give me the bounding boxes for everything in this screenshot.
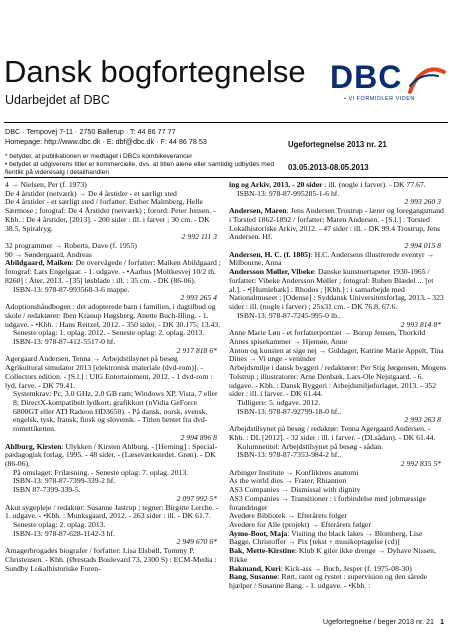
logo-swoosh-icon [404, 62, 448, 96]
entry-detail: Seneste oplag: 2. oplag. 2013. [13, 520, 106, 530]
logo-text: DBC [330, 59, 403, 95]
record-number: 2 993 263 8 [404, 415, 441, 425]
page-footer [323, 617, 444, 626]
bibliographic-entry: Arbinger Institute → Konfliktens anatomi [229, 467, 359, 477]
bibliographic-entry: Bang, Susanne: Rørt, ramt og rystet : supervision og den sårede hjælper / Susanne Bang. - 1. udgave. - •Kbh. : [229, 572, 428, 591]
entry-detail: ISBN-13: 978-87-412-5517-0 hf. [13, 336, 116, 346]
bibliographic-entry: ing og Arkiv, 2013. - 20 sider : ill. (nogle i farver). - DK 77.67. [229, 181, 426, 189]
bibliographic-entry: Aymo-Boot, Maja: Visiting the black lakes → Blomberg, Lise [229, 528, 423, 538]
bibliographic-entry: As the world dies → Frater, Rhiannon [229, 476, 347, 486]
entry-detail: ISBN-13: 978-87-7353-984-2 hf.. [237, 450, 342, 460]
header-divider [4, 177, 448, 178]
page-number: 1 [440, 617, 444, 626]
bibliographic-entry: Amagerbrogades biografer / forfatter: Lisa Elsbøll, Tommy P. Christensen. - Kbh. (Ørestads Boulevard 73, 2300 S) : ECM-Media : Sundby Lokalhistoriske Foren- [5, 546, 217, 573]
issue-number: Ugefortegnelse 2013 nr. 21 [288, 140, 387, 149]
bibliographic-entry: Anne Marie Løn - et forfatterportræt → Borup Jensen, Thorkild [229, 328, 426, 338]
bibliographic-entry: De 4 årstider (netværk) → De 4 årstider - et særligt sted [5, 188, 177, 198]
bibliographic-entry: Agrikultural simulator 2013 [elektronisk materiale (dvd-rom)]. - Collectors edition. - [S.l.] : UIG Entertainment, 2012. - 1 dvd-rom : lyd, farve. - DK 79.41. [5, 363, 213, 390]
bibliographic-entry: Bagge, Christoffer → Pix [tekst + musikoptagelse (cd)] [229, 537, 400, 547]
contact-info [5, 127, 265, 147]
record-number: 2 994 015 8 [404, 241, 441, 251]
entry-detail: Systemkrav: Pc, 3.0 GHz, 2.0 GB ram; Windows XP, Vista, 7 eller 8; DirectX-kompatibelt lydkort; grafikkort (nVidia GeForce 6800GT eller ATI Radeon HD3650). - På dansk, norsk, svensk, engelsk, tysk, fransk, finsk og slovensk. - Titlen hentet fra dvd-romettiketten. [13, 389, 218, 434]
record-number: 2 994 896 8 [180, 432, 217, 442]
right-column [229, 181, 447, 611]
bibliographic-entry: Avedøre Bibliotek → Efterårets folger [229, 511, 348, 521]
bibliographic-entry: Avedøre for Alle (projekt) → Efterårets følger [229, 520, 372, 530]
bibliographic-entry: Anton og kunsten at sige nej → Guldager, Katrine Marie Appelt, Tina Dines → Vi unge - veninder [229, 345, 444, 364]
entry-detail: Tidligere: 5. udgave. 2012. [237, 397, 320, 407]
bibliographic-entry: Annes spisekammer → Hjemøe, Anne [229, 336, 348, 346]
bibliographic-entry: Ahlburg, Kirsten: Ulykken / Kirsten Ahlburg. - [Herning] : Special-pædagogisk forlag, 1995. - 48 sider. - (Læseværkstedet. Grøn). - DK (86-06). [5, 441, 218, 468]
note-star: * betyder, at publikationen er medtaget i DBCs kombikeverancer [5, 153, 193, 160]
bibliographic-entry: Adoptionshåndbogen : det adopterede barn i familien, i dagtilbud og skole / redaktører: Iben Kranup Høgsberg, Anette Buch-Illing. - 1. udgave. - •Kbh. : Hans Reitzel, 2012. - 350 sider. - DK 30.175; 13.43. [5, 302, 221, 329]
address-line: DBC · Tempovej 7-11 · 2750 Ballerup · T: 44 86 77 77 [5, 127, 176, 136]
bibliographic-entry: Akut sygepleje / redaktør: Susanne Jastrup ; tegner: Birgitte Lerche. - 1. udgave. - •Kbh. : Munksgaard, 2012. - 263 sider : ill. - DK 61.7. [5, 502, 219, 521]
entry-detail: ISBN-13: 978-87-7245-995-0 ib.. [237, 310, 341, 320]
left-column [5, 181, 223, 611]
record-number: 2 992 111 3 [181, 232, 217, 242]
entry-detail: På omslaget: Frilæsning. - Seneste oplag: 7. oplag. 2013. [13, 467, 189, 477]
entry-detail: Kolumnetitel: Arbejdstilsynet på besøg - sådan. [237, 441, 384, 451]
footer-text: Ugefortegnelse / beger 2013 nr. 21 [322, 617, 434, 626]
entry-detail: ISBN-13: 978-87-92799-18-0 hf.. [237, 406, 342, 416]
note-bullet: • betyder at udgiverens titler er kommercielle, dvs. at titlen alene eller samtidig udbydes med fientlik på videresalg i detailhandlen [5, 161, 275, 177]
entry-detail: Seneste oplag: 1. oplag. 2012. - Seneste oplag: 2. oplag. 2013. [13, 328, 205, 338]
bibliographic-entry: Agergaard Andersen, Tenna → Arbejdstilsynet på besøg [5, 354, 178, 364]
bibliographic-entry: AS3 Companies → Dismissal with dignity [229, 485, 361, 495]
bibliographic-entry: 32 programmer → Roberts, Dave (f. 1955) [5, 241, 137, 251]
homepage-line: Homepage: http://www.dbc.dk · E: dbf@dbc.dk · F: 44 86 78 53 [5, 137, 207, 146]
legend-notes [5, 153, 280, 178]
logo-tagline: • VI FORMIDLER VIDEN [344, 96, 415, 102]
record-number: 2 917 818 6* [176, 345, 217, 355]
bibliographic-entry: Bak, Mette-Kirstine: Klub K giler ikke drenge → Dyhave Nissen, Rikke [229, 546, 436, 564]
entry-detail: ISBN-13: 978-87-995285-1-6 hf. [237, 188, 340, 198]
entry-detail: ISBN 87-7399-339-5. [13, 485, 81, 495]
bibliographic-entry: Andersen, Maren: Jens Andersen Trostrup - lærer og foregangsmand i Torsted 1862-1892 / forfatter: Maren Andersen. - [S.l.] : Torsted Lokalhistoriske Arkiv, 2012. - 47 sider : ill. - DK 99.4 Trostrup, Jens Andersen. Hf. [229, 206, 444, 242]
record-number: 2 992 835 5* [400, 459, 441, 468]
top-divider [4, 122, 448, 123]
entry-detail: ISBN-13: 978-87-628-1142-3 hf. [13, 528, 115, 538]
bibliographic-entry: Arbejdstilsynet på besøg / redaktør: Tenna Agergaard Andersen. - Kbh. : DL [2012]. - 32 sider : ill. i farver. - (DLsådan). - DK 61.44. [229, 424, 436, 442]
bibliographic-entry: Bakmand, Kuri: Kick-ass → Buch, Jesper (f. 1975-08-30) [229, 563, 412, 573]
dbc-logo [330, 60, 450, 106]
record-number: 2 097 992 5* [176, 493, 217, 503]
record-number: 2 993 814 8* [400, 319, 441, 329]
date-range: 03.05.2013-08.05.2013 [288, 163, 369, 172]
bibliographic-entry: Arbejdsmiljø i dansk byggeri / redaktører: Per Stig Jørgensen, Mogens Tolstrup ; illustratorer: Arne Denbæk, Lars-Ole Nejstgaard. - 6. udgave. - Kbh. : Dansk Byggeri : Arbejdsmiljøforlaget, 2013. - 352 sider : ill. i farver. - DK 61.44. [229, 363, 447, 399]
entry-detail: ISBN-13: 978-87-993568-3-6 mappe. [13, 284, 130, 294]
record-number: 2 949 670 6* [176, 537, 217, 547]
bibliographic-entry: AS3 Companies → Transitioner : i forbindelse med jobmæssige forandringer [229, 493, 426, 512]
bibliographic-entry: Andersen, H. C. (f. 1805): H.C. Andersens illustrerede eventyr → Milbourne, Anna [229, 249, 435, 268]
bibliographic-entry: Andersson Møller, Vibeke: Danske kunstnertapeter 1930-1965 / forfatter: Vibeke Andersson Møller ; fotograf: Ruben Blædel ... [et al.]. - •[Humlebæk] : Rhodos ; [Kbh.] : i samarbejde med Nationalmuseet ; [Odense] : Syddansk Universitetsforlag, 2013. - 323 sider : ill. (nogle i farver) ; 25x31 cm. - DK 76.8, 67.6. [229, 267, 444, 312]
page-subtitle: Udarbejdet af DBC [5, 93, 110, 107]
entry-detail: ISBN-13: 978-87-7399-339-2 hf. [13, 476, 116, 486]
bibliographic-entry: Abildgaard, Maiken: De overvågede / forfatter: Maiken Abildgaard ; fotograf: Lars Engelgaar. - 1. udgave. - •Aarhus [Moltkesvej 10/2 th. 8260] : Åter, 2013. - [35] løsblade : ill. : 35 cm. - DK (86-06). [5, 258, 221, 285]
bibliographic-entry: 90 → Søndergaard, Andreas [5, 249, 92, 259]
record-number: 2 993 265 4 [180, 293, 217, 303]
page-title: Dansk bogfortegnelse [4, 54, 306, 89]
bibliographic-entry: De 4 årstider - et særligt sted / forfatter: Esther Malmberg, Helle Særmose ; fotograf: De 4 Årstider (netværk) ; forord: Peter Jensen. - Kbh. : De 4 årstider, [2013]. - 200 sider : ill. i farver ; 30 cm. - DK 38.5. Spiralryg. [5, 197, 216, 233]
record-number: 2 993 260 3 [404, 197, 441, 207]
bibliographic-entry: 4 → Nielsen, Per (f. 1973) [5, 181, 87, 189]
